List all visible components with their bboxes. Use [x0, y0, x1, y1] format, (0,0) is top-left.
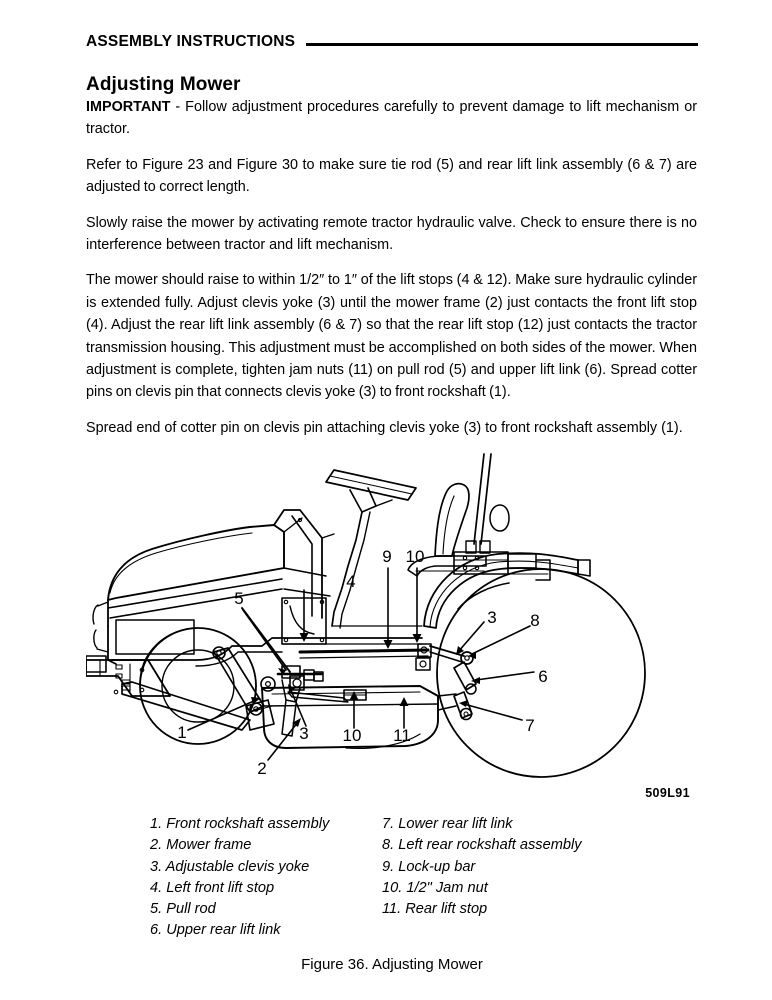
parts-legend [150, 814, 670, 942]
important-label: IMPORTANT [86, 99, 171, 115]
running-header [86, 31, 698, 53]
callout-1: 1 [177, 723, 187, 742]
page-title: Adjusting Mower [86, 73, 241, 95]
callout-10-bottom: 10 [342, 726, 362, 745]
callout-8: 8 [530, 611, 540, 630]
list-item: 2. Mower frame [150, 837, 252, 854]
lockup-bar-assembly [454, 454, 550, 580]
paragraph-cotter-pin: Spread end of cotter pin on clevis pin attaching clevis yoke (3) to front rockshaft assembly (1). [86, 419, 683, 436]
steering-wheel [326, 470, 416, 628]
list-item: 1. Front rockshaft assembly [150, 816, 330, 832]
list-item: 3. Adjustable clevis yoke [150, 858, 310, 875]
list-item: 7. Lower rear lift link [382, 816, 513, 832]
rear-jam-nut-group [416, 644, 431, 670]
paragraph-refer: Refer to Figure 23 and Figure 30 to make sure tie rod (5) and rear lift link assembly (6 & 7) are adjusted to correct length. [86, 156, 697, 196]
callout-6: 6 [538, 667, 548, 686]
callout-3-left: 3 [299, 724, 309, 743]
list-item: 9. Lock-up bar [382, 858, 476, 875]
callout-10-top: 10 [405, 547, 425, 566]
callout-9: 9 [382, 547, 392, 566]
tractor-mower-illustration [86, 448, 698, 793]
callout-5: 5 [234, 589, 244, 608]
paragraph-adjustment: The mower should raise to within 1/2″ to 1″ of the lift stops (4 & 12). Make sure hydraulic cylinder is extended fully. Adjust clevis yoke (3) until the mower frame (2) just contacts the front lift stop (4). Adjust the rear lift link assembly (6 & 7) so that the rear lift stop (12) just contacts the tractor transmission housing. This adjustment must be accomplished on both sides of the mower. When adjustment is complete, tighten jam nuts (11) on pull rod (5) and upper lift link (6). Spread cotter pins on clevis pin that connects clevis yoke (3) to front rockshaft (1). [86, 272, 697, 401]
callout-11: 11 [393, 726, 411, 745]
figure-caption: Figure 36. Adjusting Mower [301, 956, 483, 973]
body-copy [86, 96, 697, 439]
front-wheel-icon [140, 628, 256, 744]
figure-block [86, 448, 698, 988]
callout-4: 4 [346, 572, 356, 591]
legend-column-right [382, 814, 662, 942]
list-item: 5. Pull rod [150, 901, 216, 918]
legend-column-left [150, 814, 382, 942]
figure-code: 509L91 [645, 786, 690, 800]
header-title: ASSEMBLY INSTRUCTIONS [86, 33, 296, 51]
callout-7: 7 [525, 716, 535, 735]
header-rule [306, 43, 698, 46]
list-item: 6. Upper rear lift link [150, 922, 281, 939]
paragraph-important [86, 96, 697, 141]
callout-2: 2 [257, 759, 267, 778]
list-item: 11. Rear lift stop [382, 901, 488, 918]
rear-fender [424, 553, 590, 628]
lockup-bar-member [300, 650, 428, 658]
paragraph-raise: Slowly raise the mower by activating remote tractor hydraulic valve. Check to ensure there is no interference between tractor and lift mechanism. [86, 214, 697, 254]
list-item: 4. Left front lift stop [150, 879, 275, 896]
list-item: 10. 1/2" Jam nut [382, 879, 488, 896]
list-item: 8. Left rear rockshaft assembly [382, 837, 582, 854]
tractor-hood [93, 525, 284, 666]
important-text: - Follow adjustment procedures carefully to prevent damage to lift mechanism or tractor. [86, 99, 697, 138]
callout-3-right: 3 [487, 608, 497, 627]
